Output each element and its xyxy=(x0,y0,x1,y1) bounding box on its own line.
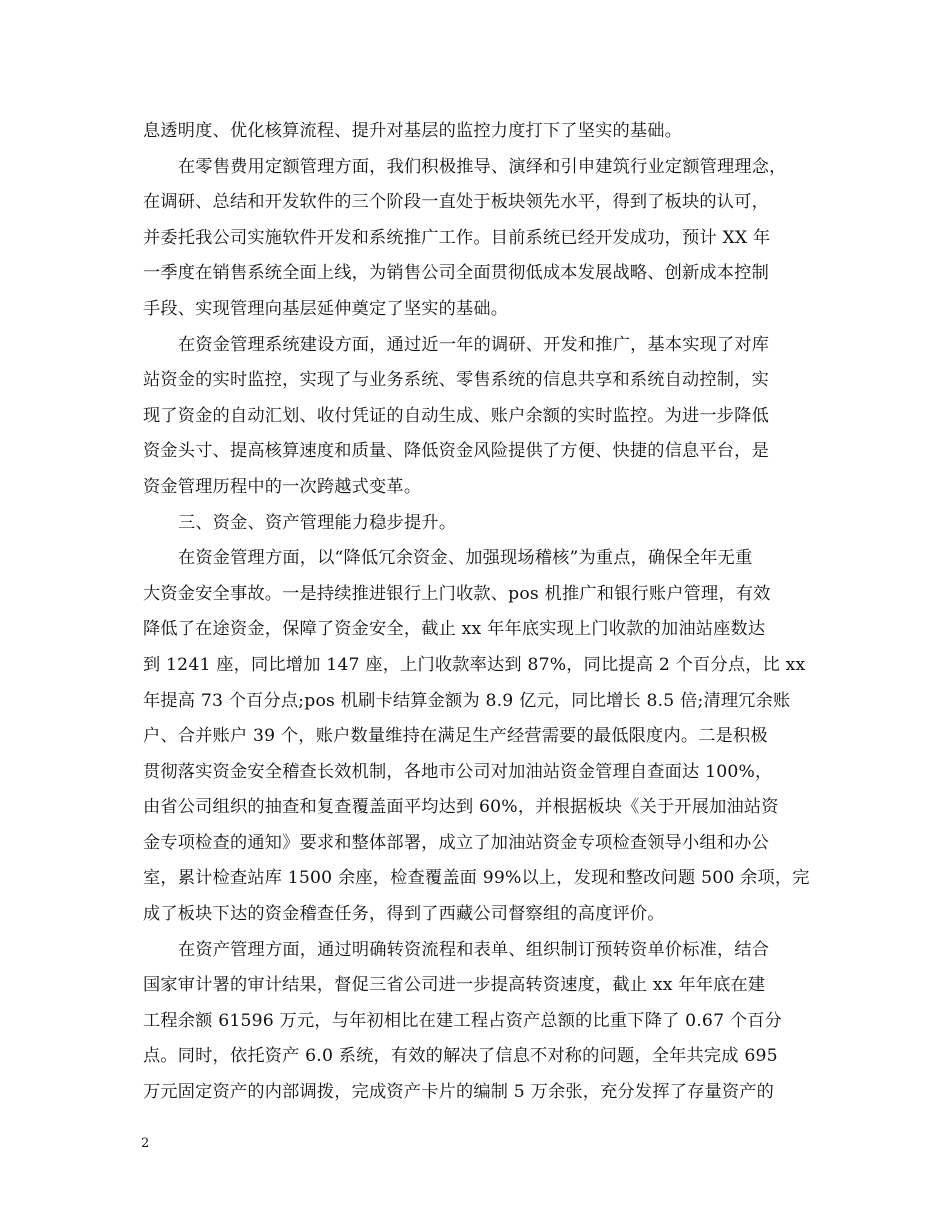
text-line: 在调研、总结和开发软件的三个阶段一直处于板块领先水平，得到了板块的认可， xyxy=(143,192,769,213)
text-line: 资金管理历程中的一次跨越式变革。 xyxy=(143,476,422,497)
text-line: 室，累计检查站库 1500 余座，检查覆盖面 99%以上，发现和整改问题 500 余项，完 xyxy=(143,868,810,889)
text-line: 年提高 73 个百分点;pos 机刷卡结算金额为 8.9 亿元，同比增长 8.5 倍;清理冗余账 xyxy=(143,690,791,711)
text-line: 工程余额 61596 万元，与年初相比在建工程占资产总额的比重下降了 0.67 个百分 xyxy=(143,1010,783,1031)
text-line: 成了板块下达的资金稽查任务，得到了西藏公司督察组的高度评价。 xyxy=(143,904,665,925)
text-line: 资金头寸、提高核算速度和质量、降低资金风险提供了方便、快捷的信息平台，是 xyxy=(143,441,769,462)
text-line: 手段、实现管理向基层延伸奠定了坚实的基础。 xyxy=(143,298,509,319)
text-line: 到 1241 座，同比增加 147 座，上门收款率达到 87%，同比提高 2 个百分点，比 xx xyxy=(143,654,806,675)
text-line: 金专项检查的通知》要求和整体部署，成立了加油站资金专项检查领导小组和办公 xyxy=(143,832,769,853)
text-line: 息透明度、优化核算流程、提升对基层的监控力度打下了坚实的基础。 xyxy=(143,121,683,141)
text-line: 由省公司组织的抽查和复查覆盖面平均达到 60%，并根据板块《关于开展加油站资 xyxy=(143,797,779,818)
text-line: 在资金管理方面，以“降低冗余资金、加强现场稽核”为重点，确保全年无重 xyxy=(178,548,753,569)
text-line: 户、合并账户 39 个，账户数量维持在满足生产经营需要的最低限度内。二是积极 xyxy=(143,726,768,747)
body-text xyxy=(143,114,833,1111)
text-line: 三、资金、资产管理能力稳步提升。 xyxy=(178,512,457,533)
text-line: 万元固定资产的内部调拨，完成资产卡片的编制 5 万余张，充分发挥了存量资产的 xyxy=(143,1082,775,1103)
text-line: 一季度在销售系统全面上线，为销售公司全面贯彻低成本发展战略、创新成本控制 xyxy=(143,263,769,284)
text-line: 现了资金的自动汇划、收付凭证的自动生成、账户余额的实时监控。为进一步降低 xyxy=(143,405,769,426)
text-line: 大资金安全事故。一是持续推进银行上门收款、pos 机推广和银行账户管理，有效 xyxy=(143,583,771,604)
text-line: 贯彻落实资金安全稽查长效机制，各地市公司对加油站资金管理自查面达 100%， xyxy=(143,761,773,782)
text-line: 站资金的实时监控，实现了与业务系统、零售系统的信息共享和系统自动控制，实 xyxy=(143,370,769,391)
text-line: 在零售费用定额管理方面，我们积极推导、演绎和引申建筑行业定额管理理念， xyxy=(178,156,787,177)
text-line: 在资产管理方面，通过明确转资流程和表单、组织制订预转资单价标准，结合 xyxy=(178,939,770,960)
text-line: 国家审计署的审计结果，督促三省公司进一步提高转资速度，截止 xx 年年底在建 xyxy=(143,975,766,996)
text-line: 并委托我公司实施软件开发和系统推广工作。目前系统已经开发成功，预计 XX 年 xyxy=(143,227,771,248)
text-line: 降低了在途资金，保障了资金安全，截止 xx 年年底实现上门收款的加油站座数达 xyxy=(143,619,766,640)
page-number: 2 xyxy=(141,1136,150,1151)
text-line: 点。同时，依托资产 6.0 系统，有效的解决了信息不对称的问题，全年共完成 695 xyxy=(143,1046,778,1067)
text-line: 在资金管理系统建设方面，通过近一年的调研、开发和推广，基本实现了对库 xyxy=(178,334,770,355)
